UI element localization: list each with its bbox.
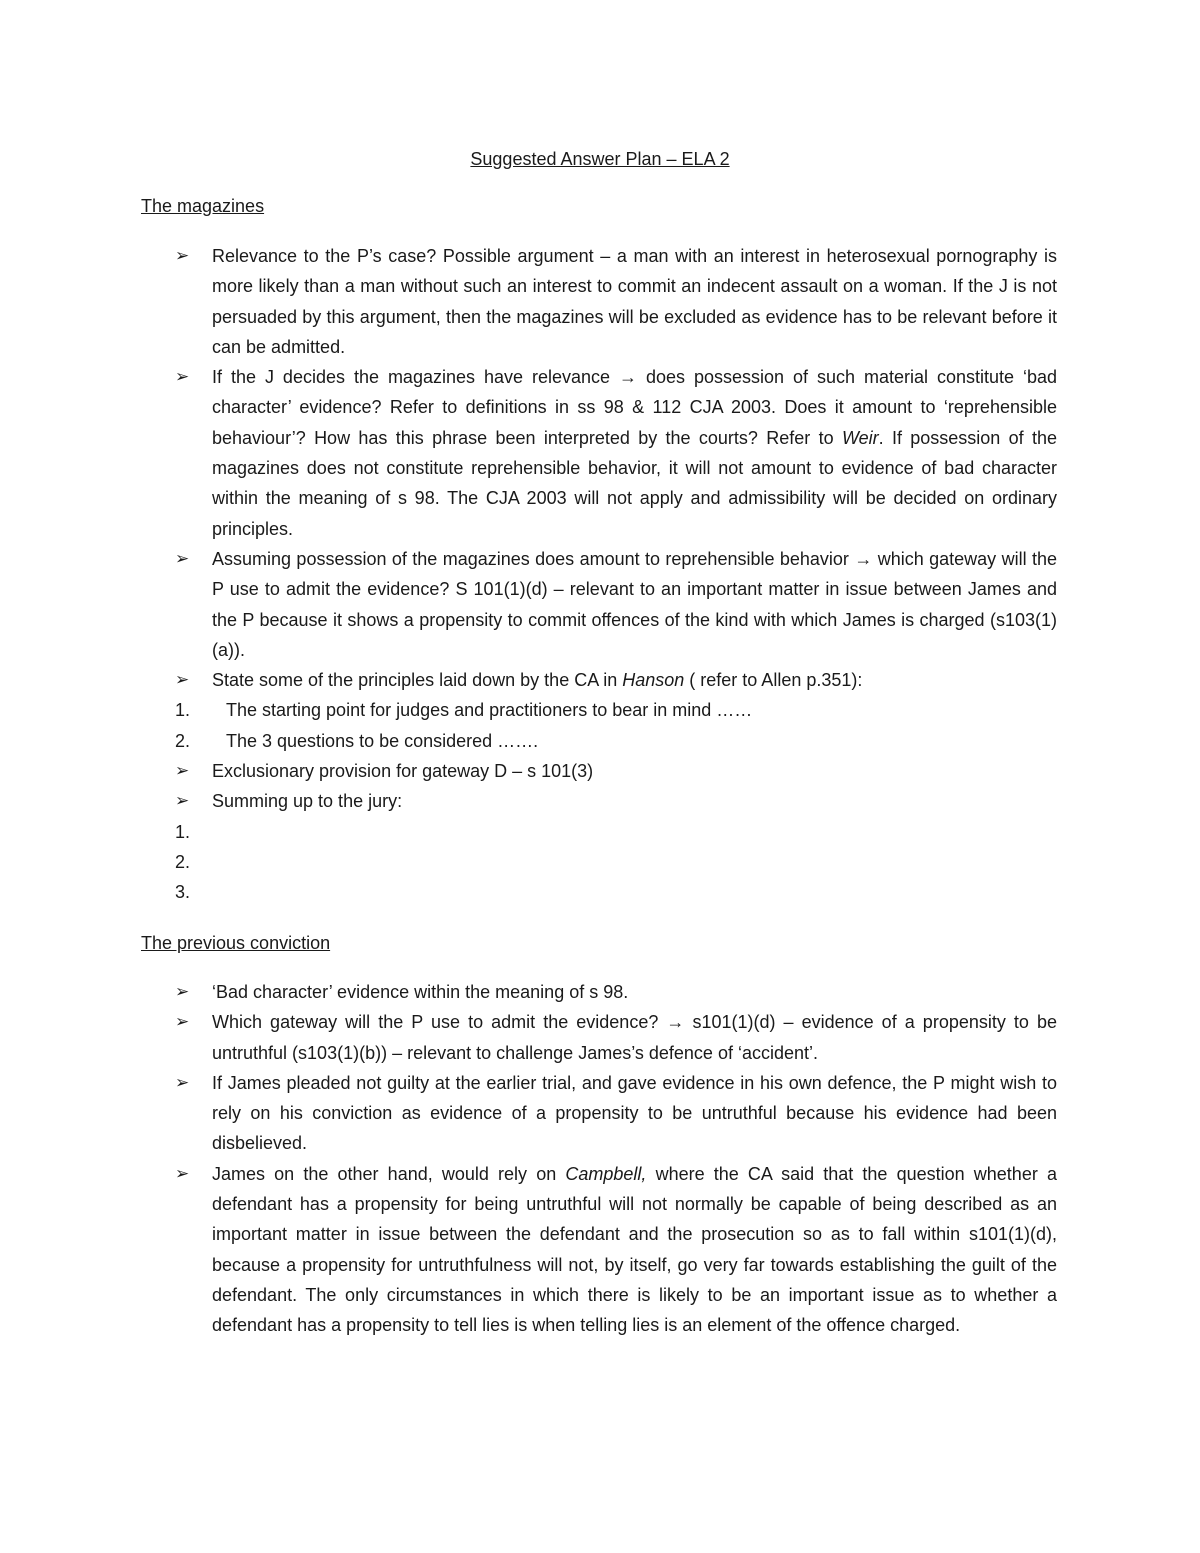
sub-list-item xyxy=(141,695,1057,725)
arrow-bullet-icon: ➢ xyxy=(175,367,190,387)
arrow-bullet-icon: ➢ xyxy=(175,670,190,690)
list-item-text: Assuming possession of the magazines does amount to reprehensible behavior → which gateway will the P use to admit the evidence? S 101(1)(d) – relevant to an important matter in issue between James and the P because it shows a propensity to commit offences of the kind with which James is charged (s103(1)(a)). xyxy=(212,548,1057,660)
previous-conviction-bullet-list xyxy=(141,977,1057,1341)
list-item-text: Summing up to the jury: xyxy=(212,791,403,812)
arrow-bullet-icon: ➢ xyxy=(175,791,190,811)
list-item-text: Which gateway will the P use to admit the evidence? → s101(1)(d) – evidence of a propensity to be untruthful (s103(1)(b)) – relevant to challenge James’s defence of ‘accident’. xyxy=(212,1012,1057,1063)
sub-item-number: 3. xyxy=(175,882,191,903)
list-item-text: . If possession of the magazines does not constitute reprehensible behavior, it will not amount to evidence of bad character within the meaning of s 98. The CJA 2003 will not apply and admissibility will be decided on ordinary principles. xyxy=(212,427,1058,539)
list-item-text: James on the other hand, would rely on xyxy=(212,1163,566,1184)
sub-item-number: 2. xyxy=(175,851,191,872)
case-name: Campbell, xyxy=(565,1163,647,1184)
list-item-text: If the J decides the magazines have relevance → does possession of such material constitute ‘bad character’ evidence? Refer to definitions in ss 98 & 112 CJA 2003. Does it amount to ‘reprehensible behaviour’? How has this phrase been interpreted by the courts? Refer to xyxy=(212,367,1057,448)
magazines-bullet-list xyxy=(141,241,1057,908)
list-item xyxy=(141,544,1057,665)
arrow-bullet-icon: ➢ xyxy=(175,1072,190,1092)
sub-item-number: 1. xyxy=(175,821,191,842)
sub-item-text: The 3 questions to be considered ……. xyxy=(226,730,539,751)
list-item xyxy=(141,1068,1057,1159)
list-item-text: State some of the principles laid down by the CA in xyxy=(212,670,623,691)
list-item xyxy=(141,1159,1057,1341)
list-item-text: Relevance to the P’s case? Possible argument – a man with an interest in heterosexual pornography is more likely than a man without such an interest to commit an indecent assault on a woman. If the J is not persuaded by this argument, then the magazines will be excluded as evidence has to be relevant before it can be admitted. xyxy=(212,246,1057,357)
list-item xyxy=(141,1007,1057,1068)
sub-item-text: The starting point for judges and practitioners to bear in mind …… xyxy=(226,700,753,721)
list-item xyxy=(141,977,1057,1007)
arrow-bullet-icon: ➢ xyxy=(175,1012,190,1032)
list-item xyxy=(141,241,1057,362)
sub-list-item xyxy=(141,817,1057,847)
sub-list-item xyxy=(141,726,1057,756)
sub-list-item xyxy=(141,877,1057,907)
list-item-text: ‘Bad character’ evidence within the meaning of s 98. xyxy=(212,982,629,1002)
sub-item-number: 2. xyxy=(175,730,191,751)
arrow-bullet-icon: ➢ xyxy=(175,1163,190,1183)
summing-up-sub-list xyxy=(141,817,1057,908)
case-name: Hanson xyxy=(622,670,685,691)
sub-list-item xyxy=(141,847,1057,877)
case-name: Weir xyxy=(841,427,879,448)
list-item-text: where the CA said that the question whether a defendant has a propensity for being untruthful will not normally be capable of being described as an important matter in issue between the defendant and the prosecution so as to fall within s101(1)(d), because a propensity for untruthfulness will not, by itself, go very far towards establishing the guilt of the defendant. The only circumstances in which there is likely to be an important issue as to whether a defendant has a propensity to tell lies is when telling lies is an element of the offence charged. xyxy=(212,1163,1057,1336)
arrow-bullet-icon: ➢ xyxy=(175,548,190,568)
list-item xyxy=(141,665,1057,756)
hanson-sub-list xyxy=(141,695,1057,756)
sub-item-number: 1. xyxy=(175,700,191,721)
section-heading-magazines: The magazines xyxy=(141,196,265,216)
list-item-text: If James pleaded not guilty at the earlier trial, and gave evidence in his own defence, the P might wish to rely on his conviction as evidence of a propensity to be untruthful because his evidence had been disbelieved. xyxy=(212,1072,1057,1154)
list-item-text: Exclusionary provision for gateway D – s 101(3) xyxy=(212,761,594,782)
page-title: Suggested Answer Plan – ELA 2 xyxy=(470,149,730,169)
list-item xyxy=(141,786,1057,907)
section-heading-previous-conviction: The previous conviction xyxy=(141,933,331,953)
arrow-bullet-icon: ➢ xyxy=(175,761,190,781)
arrow-bullet-icon: ➢ xyxy=(175,246,190,265)
list-item xyxy=(141,756,1057,786)
arrow-bullet-icon: ➢ xyxy=(175,982,190,1001)
list-item xyxy=(141,362,1057,544)
list-item-text: ( refer to Allen p.351): xyxy=(684,670,863,691)
